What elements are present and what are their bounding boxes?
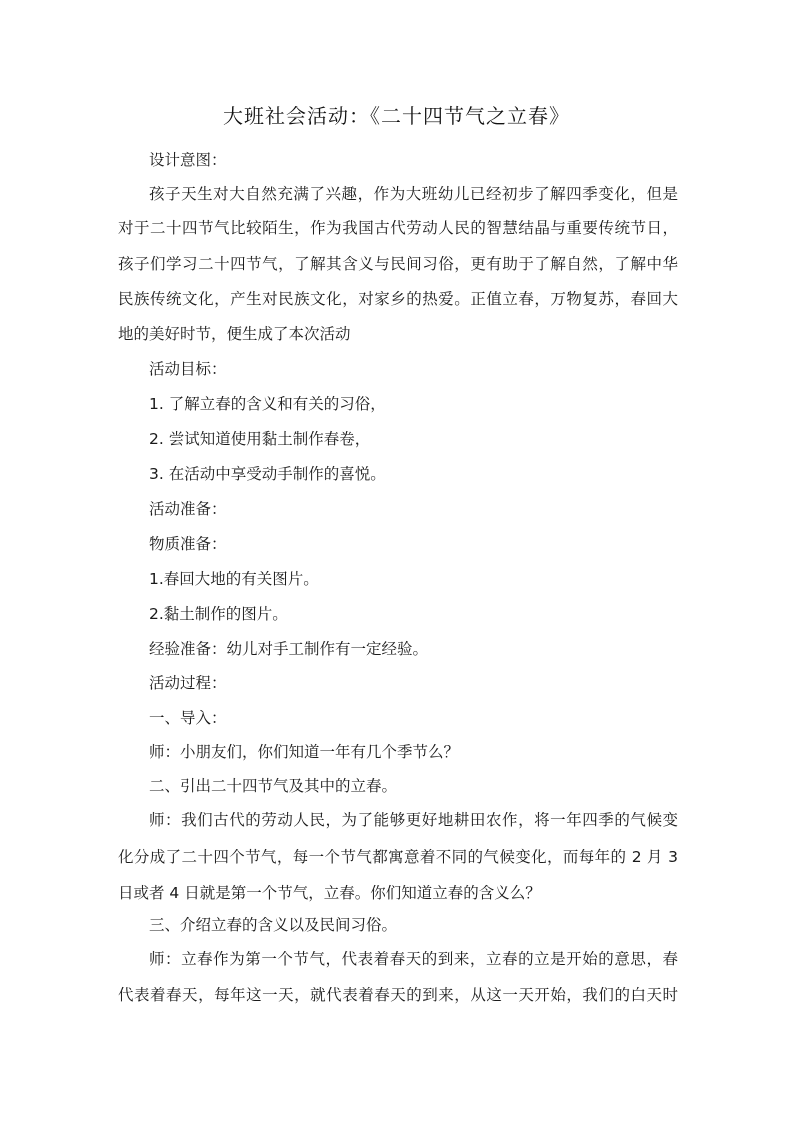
experience-prep: 经验准备：幼儿对手工制作有一定经验。 [149, 640, 429, 658]
step-2-line-2: 化分成了二十四个节气，每一个节气都寓意着不同的气候变化，而每年的 2 月 3 [118, 848, 678, 866]
material-item-2: 2.黏土制作的图片。 [149, 605, 288, 623]
design-intent-line-5: 地的美好时节，便生成了本次活动 [118, 325, 351, 343]
design-intent-line-1: 孩子天生对大自然充满了兴趣，作为大班幼儿已经初步了解四季变化，但是 [149, 185, 678, 203]
goal-item-3: 3. 在活动中享受动手制作的喜悦。 [149, 465, 386, 483]
material-prep-heading: 物质准备： [149, 535, 227, 553]
step-1-teacher-line: 师：小朋友们，你们知道一年有几个季节么？ [149, 743, 460, 761]
document-title: 大班社会活动：《二十四节气之立春》 [223, 104, 570, 128]
design-intent-line-4: 民族传统文化，产生对民族文化，对家乡的热爱。正值立春，万物复苏，春回大 [118, 290, 678, 308]
design-intent-line-2: 对于二十四节气比较陌生，作为我国古代劳动人民的智慧结晶与重要传统节日， [118, 219, 678, 237]
step-1-heading: 一、导入： [149, 709, 227, 727]
goal-item-1: 1. 了解立春的含义和有关的习俗， [149, 395, 386, 413]
step-3-line-2: 代表着春天，每年这一天，就代表着春天的到来，从这一天开始，我们的白天时 [118, 986, 678, 1004]
material-item-1: 1.春回大地的有关图片。 [149, 570, 319, 588]
process-heading: 活动过程： [149, 674, 227, 692]
step-2-line-1: 师：我们古代的劳动人民，为了能够更好地耕田农作，将一年四季的气候变 [149, 811, 678, 829]
step-3-heading: 三、介绍立春的含义以及民间习俗。 [149, 916, 398, 934]
step-3-line-1: 师：立春作为第一个节气，代表着春天的到来，立春的立是开始的意思，春 [149, 950, 678, 968]
design-intent-heading: 设计意图： [149, 151, 227, 169]
step-2-heading: 二、引出二十四节气及其中的立春。 [149, 777, 398, 795]
design-intent-line-3: 孩子们学习二十四节气，了解其含义与民间习俗，更有助于了解自然，了解中华 [118, 255, 678, 273]
prep-heading: 活动准备： [149, 500, 227, 518]
goal-item-2: 2. 尝试知道使用黏土制作春卷， [149, 430, 371, 448]
step-2-line-3: 日或者 4 日就是第一个节气，立春。你们知道立春的含义么？ [118, 884, 541, 902]
goals-heading: 活动目标： [149, 360, 227, 378]
